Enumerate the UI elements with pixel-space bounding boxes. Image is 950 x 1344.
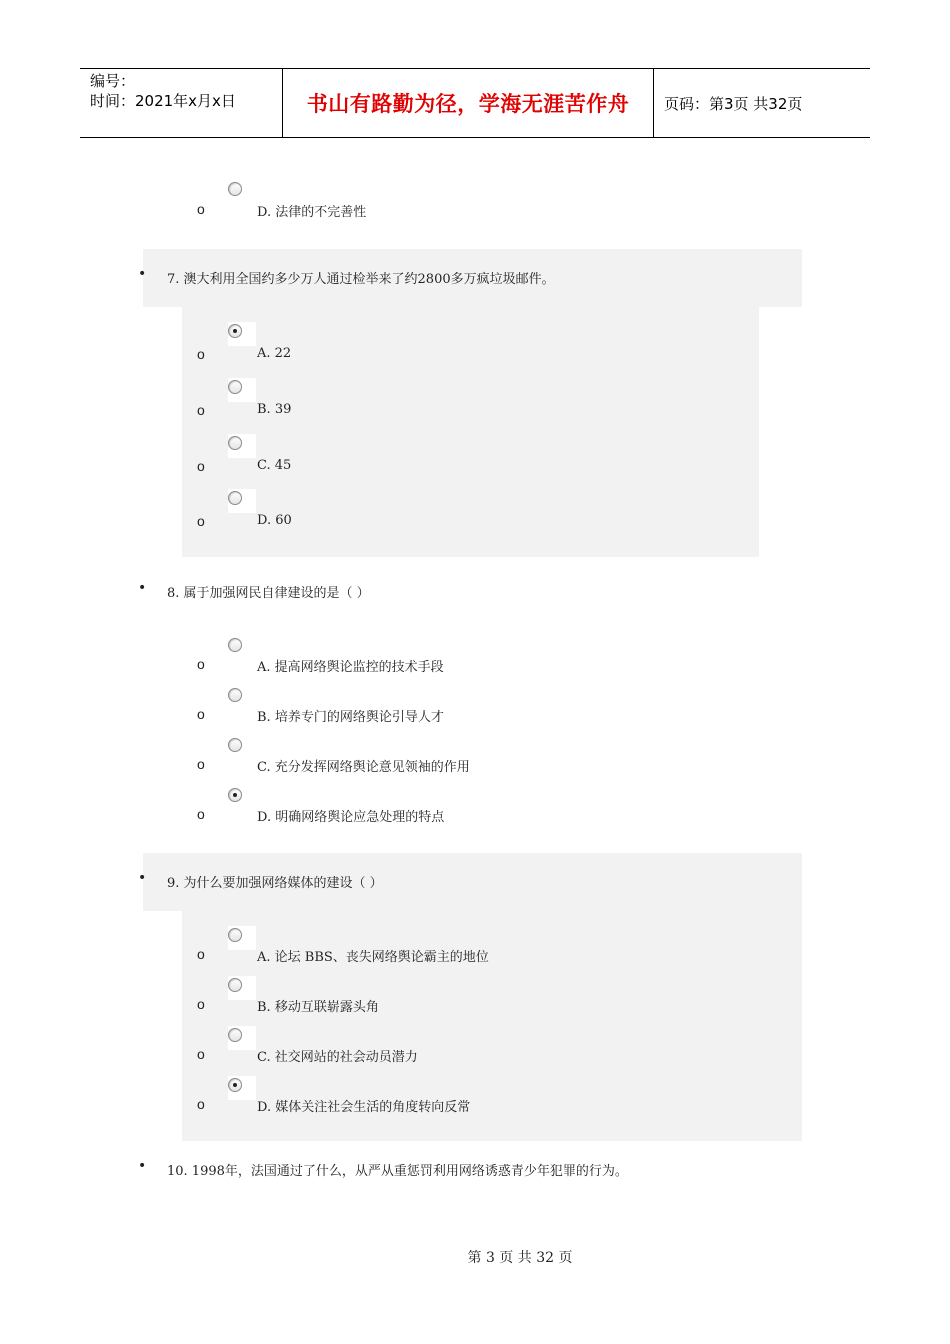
q7-option-b-radio[interactable]: [228, 378, 256, 402]
number-label: 编号：: [90, 72, 136, 90]
q8-option-c-radio[interactable]: [228, 736, 256, 760]
option-bullet: o: [197, 756, 205, 772]
q7-option-a-label: A. 22: [257, 346, 292, 361]
q8-option-b-radio[interactable]: [228, 686, 256, 710]
question-9-text: 9. 为什么要加强网络媒体的建设（ ）: [167, 876, 383, 891]
question-7-text: 7. 澳大利用全国约多少万人通过检举来了约2800多万疯垃圾邮件。: [167, 272, 555, 287]
option-bullet: o: [197, 1046, 205, 1062]
q9-option-a-radio[interactable]: [228, 926, 256, 950]
question-8-text: 8. 属于加强网民自律建设的是（ ）: [167, 586, 370, 601]
q7-option-d-label: D. 60: [257, 513, 292, 528]
q9-option-b-label: B. 移动互联崭露头角: [257, 1000, 379, 1015]
motto: 书山有路勤为径，学海无涯苦作舟: [282, 69, 654, 137]
option-bullet: o: [197, 346, 205, 362]
q9-option-b-radio[interactable]: [228, 976, 256, 1000]
q9-option-c-label: C. 社交网站的社会动员潜力: [257, 1050, 418, 1065]
q9-option-a-label: A. 论坛 BBS、丧失网络舆论霸主的地位: [257, 950, 489, 965]
option-bullet: o: [197, 996, 205, 1012]
q9-option-d-label: D. 媒体关注社会生活的角度转向反常: [257, 1100, 471, 1115]
q8-option-b-label: B. 培养专门的网络舆论引导人才: [257, 710, 444, 725]
q8-option-a-radio[interactable]: [228, 636, 256, 660]
option-bullet: o: [197, 706, 205, 722]
option-bullet: o: [197, 656, 205, 672]
q6-option-d-radio[interactable]: [228, 180, 256, 204]
time-label: 时间：2021年x月x日: [90, 92, 236, 110]
q9-option-d-radio[interactable]: [228, 1076, 256, 1100]
question-bullet: •: [138, 266, 147, 282]
q7-option-a-radio[interactable]: [228, 322, 256, 346]
q9-option-c-radio[interactable]: [228, 1026, 256, 1050]
header-meta: [80, 69, 282, 137]
q7-option-d-radio[interactable]: [228, 489, 256, 513]
question-10-text: 10. 1998年，法国通过了什么，从严从重惩罚利用网络诱惑青少年犯罪的行为。: [167, 1164, 628, 1179]
q6-option-d-label: D. 法律的不完善性: [257, 205, 367, 220]
q8-option-c-label: C. 充分发挥网络舆论意见领袖的作用: [257, 760, 470, 775]
question-bullet: •: [138, 580, 147, 596]
option-bullet: o: [197, 458, 205, 474]
q8-option-d-label: D. 明确网络舆论应急处理的特点: [257, 810, 445, 825]
q8-option-a-label: A. 提高网络舆论监控的技术手段: [257, 660, 444, 675]
option-bullet: o: [197, 1096, 205, 1112]
option-bullet: o: [197, 513, 205, 529]
option-bullet: o: [197, 946, 205, 962]
question-bullet: •: [138, 870, 147, 886]
q7-option-c-radio[interactable]: [228, 434, 256, 458]
page-footer: 第 3 页 共 32 页: [467, 1250, 573, 1266]
question-bullet: •: [138, 1158, 147, 1174]
q7-option-b-label: B. 39: [257, 402, 292, 417]
page-info: 页码：第3页 共32页: [664, 94, 803, 113]
q7-option-c-label: C. 45: [257, 458, 292, 473]
q8-option-d-radio[interactable]: [228, 786, 256, 810]
option-bullet: o: [197, 402, 205, 418]
option-bullet: o: [197, 201, 205, 217]
document-header: [80, 68, 870, 138]
option-bullet: o: [197, 806, 205, 822]
